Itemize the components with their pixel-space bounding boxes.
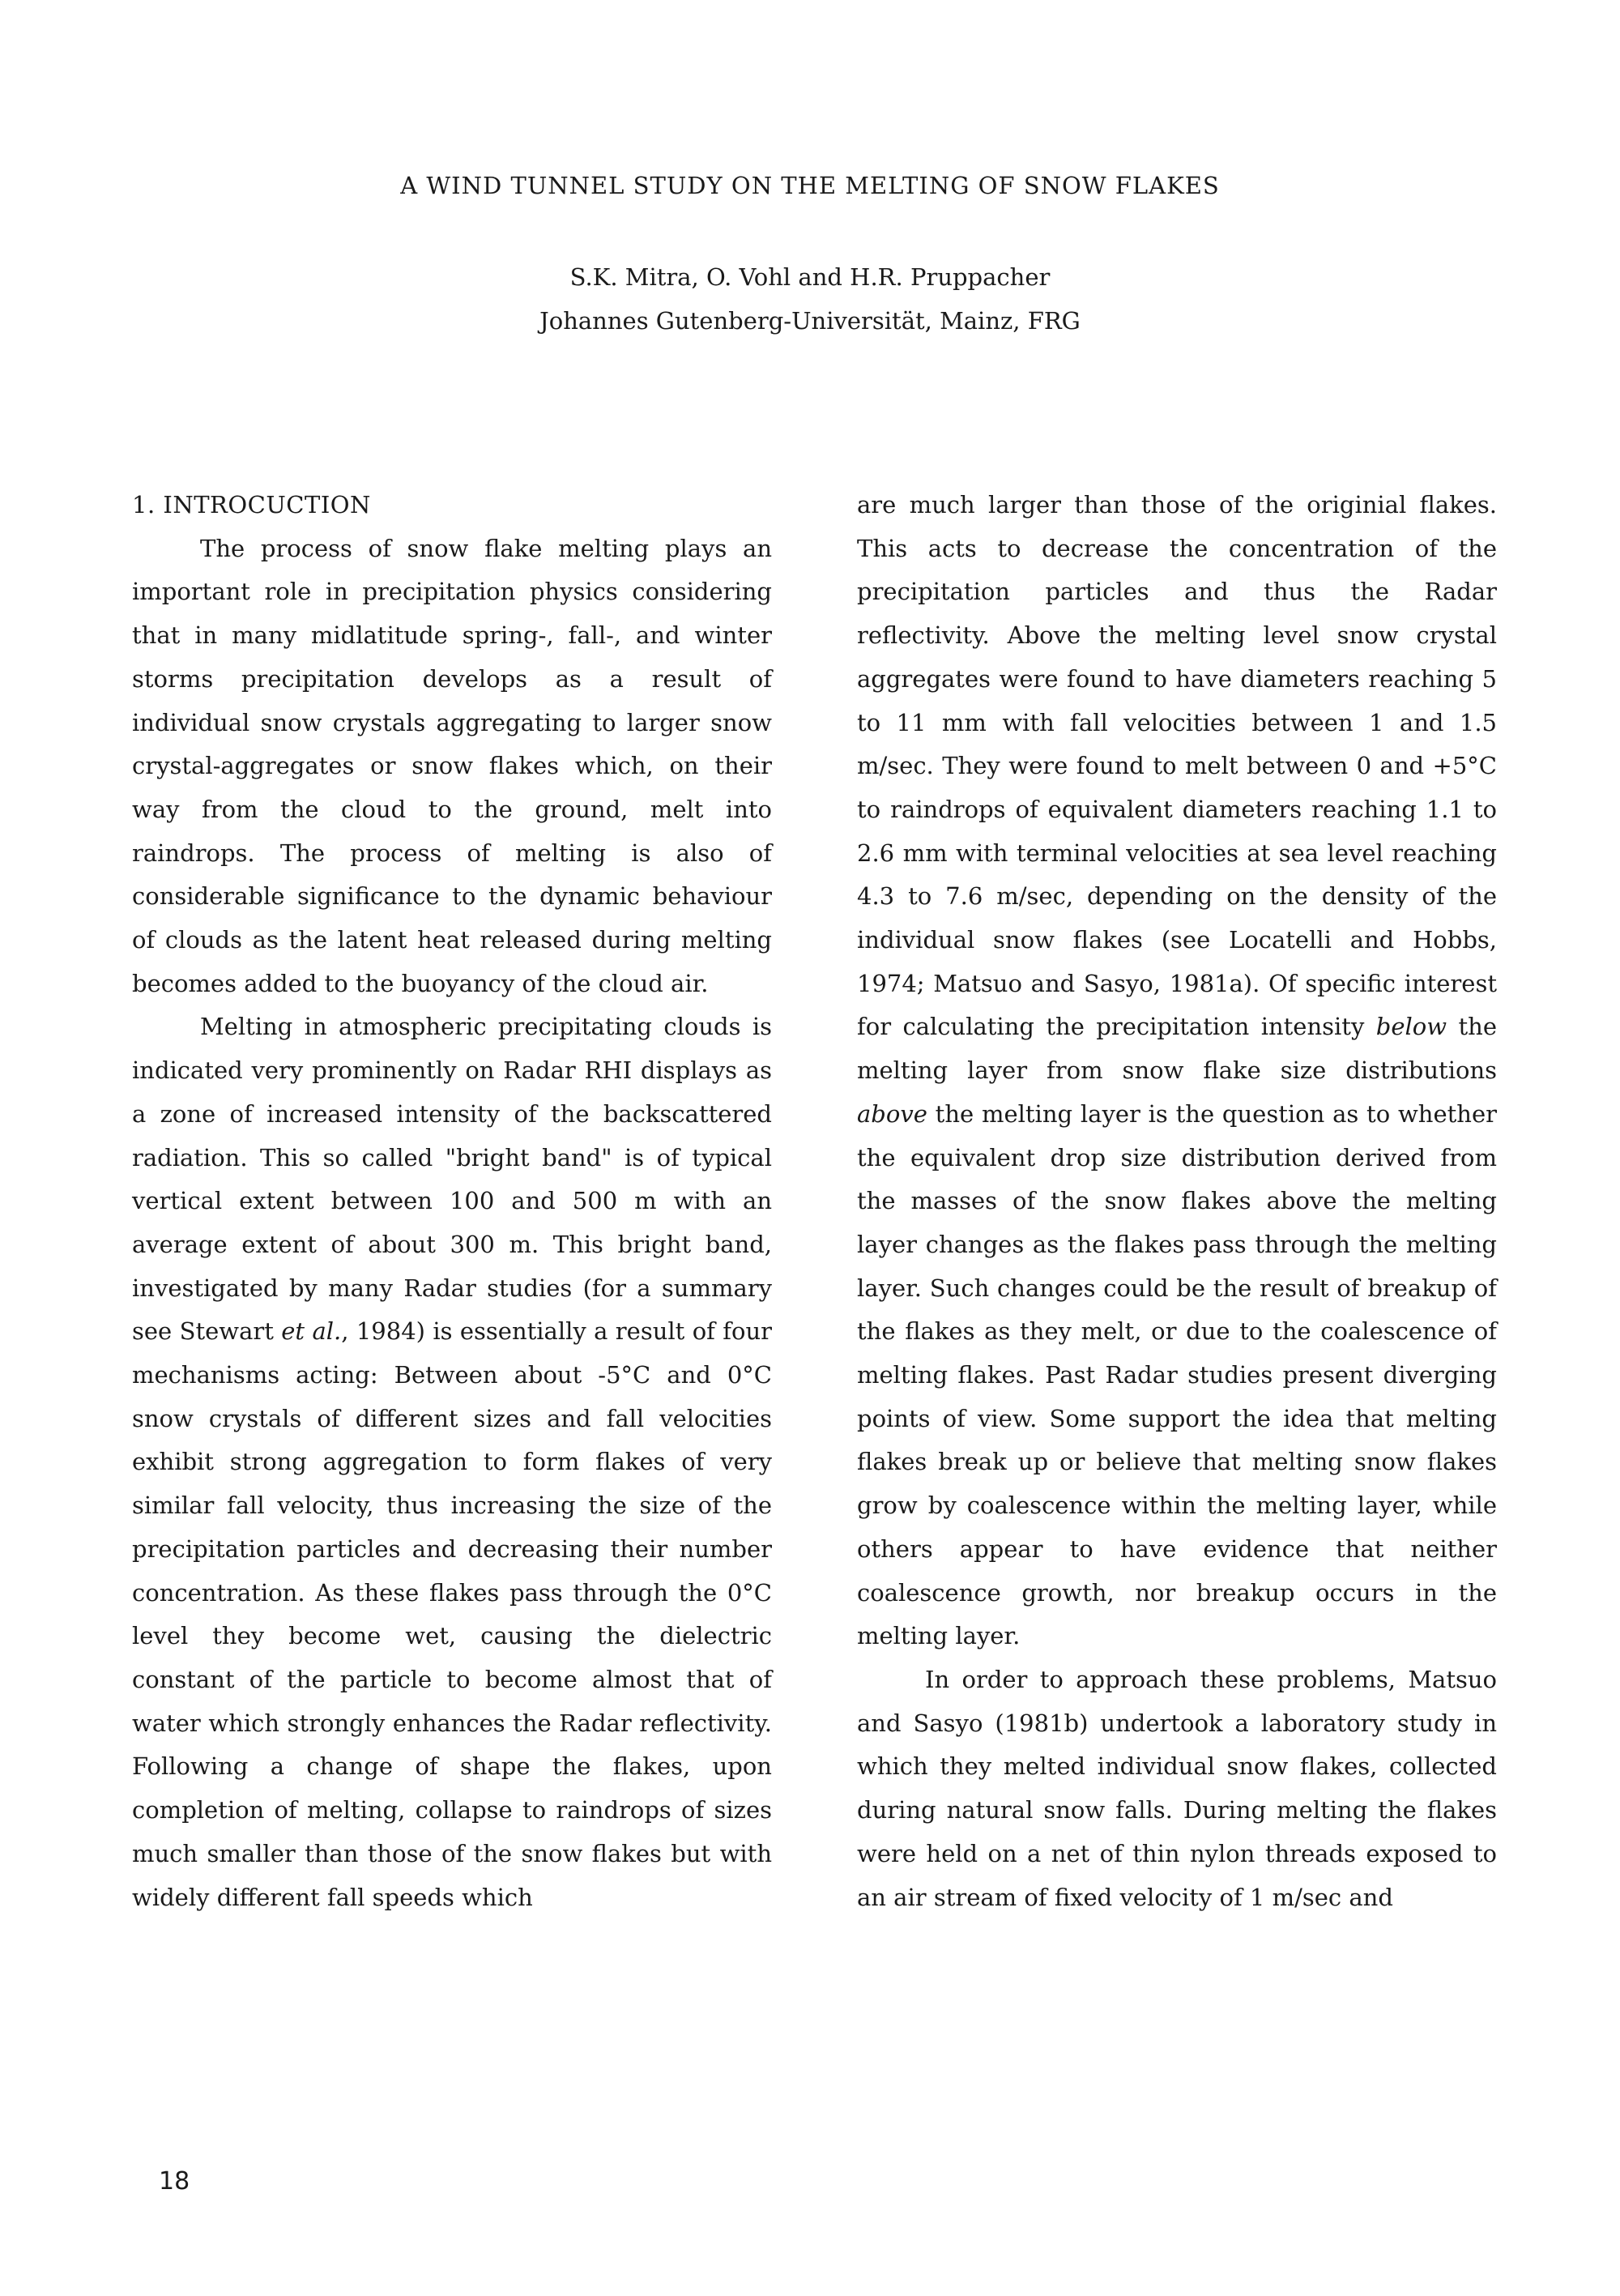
section-heading: 1. INTROCUCTION xyxy=(132,491,371,519)
paragraph xyxy=(132,1005,772,1919)
paragraph: The process of snow flake melting plays an important role in precipitation physics considering that in many midlatitude spring-, fall-, and winter storms precipitation develops as a result of individual snow crystals aggregating to larger snow crystal-aggregates or snow flakes which, on their way from the cloud to the ground, melt into raindrops. The process of melting is also of considerable significance to the dynamic behaviour of clouds as the latent heat released during melting becomes added to the buoyancy of the cloud air. xyxy=(132,534,772,997)
paragraph xyxy=(857,484,1497,1658)
right-column xyxy=(857,484,1497,1919)
paragraph-text: are much larger than those of the originial flakes. This acts to decrease the concentration of the precipitation particles and thus the Radar reflectivity. Above the melting level snow crystal aggregates were found to have diameters reaching 5 to 11 mm with fall velocities between 1 and 1.5 m/sec. They were found to melt between 0 and +5°C to raindrops of equivalent diameters reaching 1.1 to 2.6 mm with terminal velocities at sea level reaching 4.3 to 7.6 m/sec, depending on the density of the individual snow flakes (see Locatelli and Hobbs, 1974; Matsuo and Sasyo, 1981a). Of specific interest for calculating the precipitation intensity xyxy=(857,491,1497,1041)
paper-title: A WIND TUNNEL STUDY ON THE MELTING OF SNOW FLAKES xyxy=(400,172,1220,199)
author-block xyxy=(0,255,1620,343)
affiliation: Johannes Gutenberg-Universität, Mainz, FRG xyxy=(539,307,1081,335)
left-column xyxy=(132,484,772,1919)
paragraph-text: the melting layer from snow flake size distributions xyxy=(857,1013,1497,1085)
page-number: 18 xyxy=(159,2167,190,2196)
emphasis-above: above xyxy=(857,1099,927,1128)
paragraph-text: , 1984) is essentially a result of four mechanisms acting: Between about -5°C and 0°C snow crystals of different sizes and fall velocities exhibit strong aggregation to form flakes of very similar fall velocity, thus increasing the size of the precipitation particles and decreasing their number concentration. As these flakes pass through the 0°C level they become wet, causing the dielectric constant of the particle to become almost that of water which strongly enhances the Radar reflectivity. Following a change of shape the flakes, upon completion of melting, collapse to raindrops of sizes much smaller than those of the snow flakes but with widely different fall speeds which xyxy=(132,1317,772,1911)
emphasis-below: below xyxy=(1375,1013,1447,1041)
paragraph-text: Melting in atmospheric precipitating clouds is indicated very prominently on Radar RHI displays as a zone of increased intensity of the backscattered radiation. This so called "bright band" is of typical vertical extent between 100 and 500 m with an average extent of about 300 m. This bright band, investigated by many Radar studies (for a summary see Stewart xyxy=(132,1013,772,1346)
paragraph-text: the melting layer is the question as to whether the equivalent drop size distribution derived from the masses of the snow flakes above the melting layer changes as the flakes pass through the melting layer. Such changes could be the result of breakup of the flakes as they melt, or due to the coalescence of melting flakes. Past Radar studies present diverging points of view. Some support the idea that melting flakes break up or believe that melting snow flakes grow by coalescence within the melting layer, while others appear to have evidence that neither coalescence growth, nor breakup occurs in the melting layer. xyxy=(857,1099,1497,1650)
citation-et-al: et al. xyxy=(281,1317,342,1346)
author-list: S.K. Mitra, O. Vohl and H.R. Pruppacher xyxy=(569,263,1051,291)
paragraph: In order to approach these problems, Matsuo and Sasyo (1981b) undertook a laboratory study in which they melted individual snow flakes, collected during natural snow falls. During melting the flakes were held on a net of thin nylon threads exposed to an air stream of fixed velocity of 1 m/sec and xyxy=(857,1665,1497,1911)
